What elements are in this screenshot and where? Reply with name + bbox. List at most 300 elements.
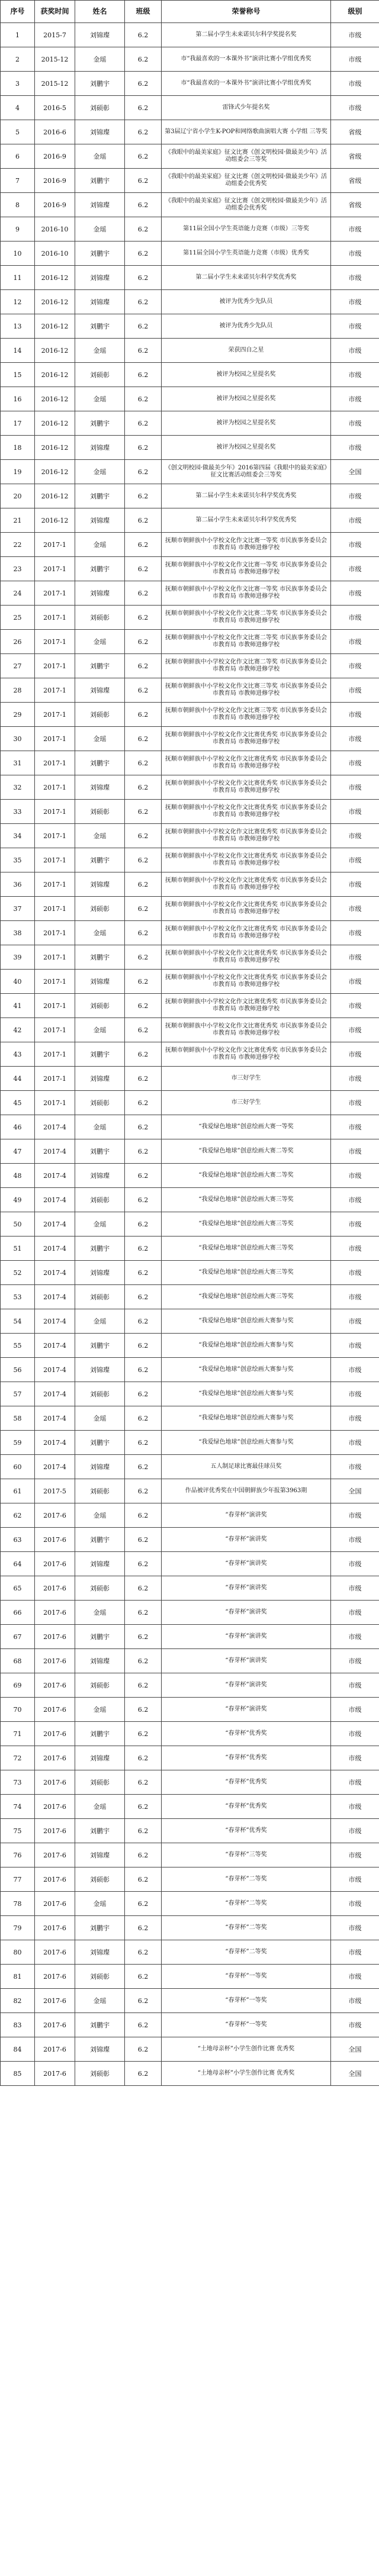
table-row: [1, 144, 379, 169]
cell-level: 市级: [331, 1237, 379, 1261]
cell-number: 82: [1, 1989, 35, 2013]
cell-honor: “土地母亲杯”小学生创作比赛 优秀奖: [162, 2037, 331, 2062]
cell-honor: “我爱绿色地球”创意绘画大赛三等奖: [162, 1261, 331, 1285]
cell-class: 6.2: [125, 290, 162, 314]
cell-name: 金瑶: [75, 1503, 125, 1528]
cell-name: 刘鹏宇: [75, 1431, 125, 1455]
cell-level: 市级: [331, 72, 379, 96]
cell-name: 金瑶: [75, 1018, 125, 1042]
cell-number: 62: [1, 1503, 35, 1528]
cell-award-time: 2016-5: [35, 96, 75, 120]
cell-award-time: 2016-12: [35, 290, 75, 314]
cell-honor: 抚顺市朝鲜族中小学校文化作文比赛一等奖 市民族事务委员会 市教育局 市教师进修学校: [162, 533, 331, 557]
cell-honor: “春芽杯”优秀奖: [162, 1746, 331, 1770]
cell-level: 市级: [331, 1698, 379, 1722]
cell-honor: “我爱绿色地球”创意绘画大赛三等奖: [162, 1188, 331, 1212]
cell-number: 36: [1, 872, 35, 897]
table-row: [1, 1503, 379, 1528]
cell-number: 39: [1, 945, 35, 970]
cell-class: 6.2: [125, 314, 162, 339]
cell-award-time: 2017-1: [35, 824, 75, 848]
table-row: [1, 193, 379, 217]
cell-class: 6.2: [125, 1479, 162, 1503]
cell-level: 市级: [331, 1746, 379, 1770]
cell-honor: “春芽杯”优秀奖: [162, 1795, 331, 1819]
cell-level: 市级: [331, 1722, 379, 1746]
cell-number: 74: [1, 1795, 35, 1819]
cell-class: 6.2: [125, 581, 162, 606]
cell-name: 刘硕彰: [75, 363, 125, 387]
table-row: [1, 2013, 379, 2037]
cell-honor: “春芽杯”二等奖: [162, 1867, 331, 1892]
table-row: [1, 508, 379, 533]
cell-number: 4: [1, 96, 35, 120]
table-row: [1, 460, 379, 484]
cell-honor: 被评为校园之星提名奖: [162, 411, 331, 436]
cell-level: 市级: [331, 703, 379, 727]
cell-name: 刘硕彰: [75, 1382, 125, 1406]
cell-honor: “我爱绿色地球”创意绘画大赛参与奖: [162, 1406, 331, 1431]
cell-honor: 抚顺市朝鲜族中小学校文化作文比赛三等奖 市民族事务委员会 市教育局 市教师进修学校: [162, 678, 331, 703]
cell-class: 6.2: [125, 654, 162, 678]
cell-honor: 被评为校园之星提名奖: [162, 363, 331, 387]
cell-award-time: 2017-1: [35, 1067, 75, 1091]
table-row: [1, 1261, 379, 1285]
cell-number: 67: [1, 1625, 35, 1649]
cell-number: 79: [1, 1916, 35, 1940]
cell-award-time: 2017-4: [35, 1285, 75, 1309]
cell-level: 市级: [331, 1576, 379, 1601]
cell-honor: “春芽杯”二等奖: [162, 1916, 331, 1940]
table-row: [1, 630, 379, 654]
cell-honor: 抚顺市朝鲜族中小学校文化作文比赛优秀奖 市民族事务委员会 市教育局 市教师进修学校: [162, 1018, 331, 1042]
cell-award-time: 2017-6: [35, 1673, 75, 1698]
table-row: [1, 800, 379, 824]
cell-level: 市级: [331, 387, 379, 411]
cell-award-time: 2017-5: [35, 1479, 75, 1503]
cell-class: 6.2: [125, 1576, 162, 1601]
cell-award-time: 2017-1: [35, 533, 75, 557]
table-row: [1, 678, 379, 703]
cell-class: 6.2: [125, 775, 162, 800]
table-row: [1, 484, 379, 508]
cell-award-time: 2017-4: [35, 1358, 75, 1382]
table-row: [1, 1431, 379, 1455]
table-row: [1, 1576, 379, 1601]
cell-class: 6.2: [125, 1188, 162, 1212]
cell-level: 市级: [331, 970, 379, 994]
cell-name: 刘鹏宇: [75, 1916, 125, 1940]
table-row: [1, 1188, 379, 1212]
cell-level: 市级: [331, 1212, 379, 1237]
cell-honor: 《我眼中的最美家庭》征文比赛《创文明校园·做最美少年》活动组委会优秀奖: [162, 193, 331, 217]
cell-level: 市级: [331, 1067, 379, 1091]
cell-award-time: 2016-12: [35, 436, 75, 460]
cell-level: 市级: [331, 945, 379, 970]
cell-level: 市级: [331, 1139, 379, 1164]
cell-level: 市级: [331, 1625, 379, 1649]
cell-name: 刘鹏宇: [75, 945, 125, 970]
cell-award-time: 2017-1: [35, 727, 75, 751]
cell-honor: “春芽杯”一等奖: [162, 2013, 331, 2037]
table-row: [1, 1770, 379, 1795]
cell-honor: 抚顺市朝鲜族中小学校文化作文比赛优秀奖 市民族事务委员会 市教育局 市教师进修学校: [162, 751, 331, 775]
cell-level: 市级: [331, 727, 379, 751]
cell-class: 6.2: [125, 1237, 162, 1261]
cell-name: 刘锦璨: [75, 1455, 125, 1479]
cell-number: 37: [1, 897, 35, 921]
cell-honor: “春芽杯”一等奖: [162, 1965, 331, 1989]
cell-number: 52: [1, 1261, 35, 1285]
cell-honor: 抚顺市朝鲜族中小学校文化作文比赛优秀奖 市民族事务委员会 市教育局 市教师进修学校: [162, 994, 331, 1018]
cell-award-time: 2017-6: [35, 1770, 75, 1795]
cell-number: 53: [1, 1285, 35, 1309]
table-row: [1, 2037, 379, 2062]
cell-number: 22: [1, 533, 35, 557]
table-row: [1, 1406, 379, 1431]
cell-name: 刘硕彰: [75, 1673, 125, 1698]
cell-class: 6.2: [125, 1358, 162, 1382]
cell-level: 市级: [331, 1358, 379, 1382]
cell-class: 6.2: [125, 1406, 162, 1431]
cell-honor: “春芽杯”演讲奖: [162, 1673, 331, 1698]
cell-level: 市级: [331, 678, 379, 703]
cell-level: 市级: [331, 581, 379, 606]
cell-number: 17: [1, 411, 35, 436]
cell-class: 6.2: [125, 1843, 162, 1867]
table-row: [1, 1237, 379, 1261]
cell-level: 全国: [331, 2062, 379, 2086]
cell-award-time: 2016-12: [35, 460, 75, 484]
cell-name: 金瑶: [75, 1698, 125, 1722]
cell-honor: 市三好学生: [162, 1091, 331, 1115]
cell-number: 60: [1, 1455, 35, 1479]
cell-class: 6.2: [125, 339, 162, 363]
cell-level: 市级: [331, 508, 379, 533]
cell-honor: “我爱绿色地球”创意绘画大赛参与奖: [162, 1382, 331, 1406]
cell-class: 6.2: [125, 1503, 162, 1528]
cell-name: 刘锦璨: [75, 193, 125, 217]
cell-number: 28: [1, 678, 35, 703]
cell-name: 金瑶: [75, 1212, 125, 1237]
cell-award-time: 2017-1: [35, 581, 75, 606]
cell-name: 刘硕彰: [75, 800, 125, 824]
cell-honor: 抚顺市朝鲜族中小学校文化作文比赛二等奖 市民族事务委员会 市教育局 市教师进修学校: [162, 630, 331, 654]
cell-award-time: 2017-6: [35, 1601, 75, 1625]
cell-class: 6.2: [125, 800, 162, 824]
cell-name: 金瑶: [75, 1892, 125, 1916]
cell-level: 市级: [331, 1795, 379, 1819]
cell-name: 金瑶: [75, 1795, 125, 1819]
cell-award-time: 2017-6: [35, 1552, 75, 1576]
cell-number: 70: [1, 1698, 35, 1722]
cell-award-time: 2017-1: [35, 994, 75, 1018]
cell-number: 64: [1, 1552, 35, 1576]
cell-level: 市级: [331, 1673, 379, 1698]
table-row: [1, 363, 379, 387]
cell-level: 市级: [331, 872, 379, 897]
cell-number: 38: [1, 921, 35, 945]
cell-number: 16: [1, 387, 35, 411]
cell-class: 6.2: [125, 1601, 162, 1625]
cell-honor: “春芽杯”优秀奖: [162, 1722, 331, 1746]
table-row: [1, 1455, 379, 1479]
cell-class: 6.2: [125, 266, 162, 290]
cell-award-time: 2017-4: [35, 1406, 75, 1431]
cell-number: 78: [1, 1892, 35, 1916]
cell-name: 刘锦璨: [75, 1649, 125, 1673]
cell-level: 市级: [331, 1261, 379, 1285]
header-honor: 荣誉称号: [162, 1, 331, 23]
cell-honor: “春芽杯”二等奖: [162, 1940, 331, 1965]
cell-award-time: 2016-12: [35, 387, 75, 411]
cell-class: 6.2: [125, 1528, 162, 1552]
cell-level: 市级: [331, 290, 379, 314]
cell-award-time: 2017-6: [35, 1867, 75, 1892]
cell-level: 市级: [331, 242, 379, 266]
cell-class: 6.2: [125, 1795, 162, 1819]
cell-award-time: 2016-6: [35, 120, 75, 144]
cell-honor: 抚顺市朝鲜族中小学校文化作文比赛优秀奖 市民族事务委员会 市教育局 市教师进修学校: [162, 1042, 331, 1067]
cell-name: 刘硕彰: [75, 1285, 125, 1309]
cell-number: 31: [1, 751, 35, 775]
cell-name: 金瑶: [75, 217, 125, 242]
cell-honor: 抚顺市朝鲜族中小学校文化作文比赛优秀奖 市民族事务委员会 市教育局 市教师进修学校: [162, 800, 331, 824]
cell-name: 金瑶: [75, 533, 125, 557]
cell-number: 55: [1, 1334, 35, 1358]
cell-level: 市级: [331, 363, 379, 387]
cell-honor: “我爱绿色地球”创意绘画大赛一等奖: [162, 1115, 331, 1139]
cell-number: 25: [1, 606, 35, 630]
cell-class: 6.2: [125, 96, 162, 120]
cell-name: 刘鹏宇: [75, 484, 125, 508]
cell-honor: “春芽杯”演讲奖: [162, 1528, 331, 1552]
cell-number: 13: [1, 314, 35, 339]
cell-number: 61: [1, 1479, 35, 1503]
cell-name: 金瑶: [75, 460, 125, 484]
cell-number: 83: [1, 2013, 35, 2037]
cell-number: 45: [1, 1091, 35, 1115]
cell-class: 6.2: [125, 1722, 162, 1746]
cell-class: 6.2: [125, 363, 162, 387]
cell-class: 6.2: [125, 1285, 162, 1309]
table-row: [1, 1746, 379, 1770]
cell-honor: “我爱绿色地球”创意绘画大赛三等奖: [162, 1212, 331, 1237]
cell-name: 刘鹏宇: [75, 848, 125, 872]
cell-award-time: 2017-4: [35, 1188, 75, 1212]
cell-number: 14: [1, 339, 35, 363]
table-row: [1, 1285, 379, 1309]
cell-award-time: 2017-6: [35, 2037, 75, 2062]
cell-award-time: 2017-4: [35, 1431, 75, 1455]
cell-level: 市级: [331, 1382, 379, 1406]
cell-class: 6.2: [125, 1673, 162, 1698]
cell-award-time: 2017-6: [35, 1746, 75, 1770]
table-row: [1, 1698, 379, 1722]
table-row: [1, 1892, 379, 1916]
cell-level: 市级: [331, 217, 379, 242]
cell-name: 金瑶: [75, 824, 125, 848]
cell-honor: “我爱绿色地球”创意绘画大赛三等奖: [162, 1285, 331, 1309]
table-row: [1, 775, 379, 800]
cell-award-time: 2017-6: [35, 1819, 75, 1843]
cell-award-time: 2017-6: [35, 1649, 75, 1673]
cell-name: 刘锦璨: [75, 1940, 125, 1965]
cell-award-time: 2016-9: [35, 169, 75, 193]
table-row: [1, 994, 379, 1018]
cell-name: 刘鹏宇: [75, 557, 125, 581]
cell-award-time: 2017-6: [35, 1843, 75, 1867]
cell-class: 6.2: [125, 1940, 162, 1965]
cell-level: 市级: [331, 897, 379, 921]
cell-honor: 被评为优秀少先队员: [162, 314, 331, 339]
cell-award-time: 2015-12: [35, 47, 75, 72]
cell-name: 刘锦璨: [75, 2037, 125, 2062]
cell-class: 6.2: [125, 508, 162, 533]
cell-name: 刘硕彰: [75, 1965, 125, 1989]
cell-class: 6.2: [125, 1746, 162, 1770]
table-row: [1, 1625, 379, 1649]
table-row: [1, 1139, 379, 1164]
cell-number: 80: [1, 1940, 35, 1965]
cell-award-time: 2017-4: [35, 1261, 75, 1285]
cell-level: 市级: [331, 1018, 379, 1042]
cell-number: 9: [1, 217, 35, 242]
cell-name: 刘锦璨: [75, 120, 125, 144]
table-row: [1, 1916, 379, 1940]
table-row: [1, 242, 379, 266]
cell-award-time: 2017-1: [35, 1091, 75, 1115]
cell-award-time: 2017-6: [35, 2013, 75, 2037]
cell-number: 84: [1, 2037, 35, 2062]
cell-name: 刘硕彰: [75, 1770, 125, 1795]
cell-award-time: 2017-4: [35, 1455, 75, 1479]
cell-number: 71: [1, 1722, 35, 1746]
cell-award-time: 2015-12: [35, 72, 75, 96]
cell-name: 刘鹏宇: [75, 1625, 125, 1649]
cell-name: 刘鹏宇: [75, 411, 125, 436]
cell-class: 6.2: [125, 1139, 162, 1164]
cell-class: 6.2: [125, 1164, 162, 1188]
cell-number: 54: [1, 1309, 35, 1334]
cell-number: 30: [1, 727, 35, 751]
table-row: [1, 970, 379, 994]
cell-honor: 抚顺市朝鲜族中小学校文化作文比赛优秀奖 市民族事务委员会 市教育局 市教师进修学校: [162, 970, 331, 994]
cell-level: 市级: [331, 557, 379, 581]
cell-class: 6.2: [125, 1212, 162, 1237]
cell-class: 6.2: [125, 2013, 162, 2037]
table-row: [1, 1940, 379, 1965]
cell-class: 6.2: [125, 897, 162, 921]
cell-honor: 第3届辽宁省小学生K-POP和网络歌曲演唱大赛 小学组 三等奖: [162, 120, 331, 144]
cell-level: 市级: [331, 1819, 379, 1843]
cell-number: 57: [1, 1382, 35, 1406]
cell-level: 市级: [331, 1965, 379, 1989]
cell-award-time: 2017-1: [35, 606, 75, 630]
cell-honor: “我爱绿色地球”创意绘画大赛参与奖: [162, 1358, 331, 1382]
table-row: [1, 921, 379, 945]
cell-number: 15: [1, 363, 35, 387]
cell-name: 金瑶: [75, 1601, 125, 1625]
cell-number: 8: [1, 193, 35, 217]
cell-class: 6.2: [125, 1819, 162, 1843]
cell-class: 6.2: [125, 921, 162, 945]
cell-number: 76: [1, 1843, 35, 1867]
table-row: [1, 1867, 379, 1892]
cell-honor: 抚顺市朝鲜族中小学校文化作文比赛二等奖 市民族事务委员会 市教育局 市教师进修学校: [162, 606, 331, 630]
header-award-time: 获奖时间: [35, 1, 75, 23]
cell-award-time: 2017-6: [35, 1503, 75, 1528]
header-class: 班级: [125, 1, 162, 23]
cell-number: 42: [1, 1018, 35, 1042]
cell-class: 6.2: [125, 193, 162, 217]
cell-honor: 抚顺市朝鲜族中小学校文化作文比赛二等奖 市民族事务委员会 市教育局 市教师进修学校: [162, 654, 331, 678]
cell-honor: 市“我最喜欢的一本课外书”演讲比赛小学组优秀奖: [162, 47, 331, 72]
award-rows: [1, 23, 379, 2086]
cell-number: 69: [1, 1673, 35, 1698]
cell-number: 1: [1, 23, 35, 47]
cell-number: 26: [1, 630, 35, 654]
cell-name: 刘鹏宇: [75, 1528, 125, 1552]
cell-level: 市级: [331, 1552, 379, 1576]
cell-level: 市级: [331, 1528, 379, 1552]
cell-award-time: 2017-6: [35, 1989, 75, 2013]
cell-number: 68: [1, 1649, 35, 1673]
cell-number: 7: [1, 169, 35, 193]
cell-name: 刘锦璨: [75, 266, 125, 290]
cell-level: 市级: [331, 96, 379, 120]
cell-award-time: 2017-6: [35, 1625, 75, 1649]
cell-award-time: 2017-6: [35, 2062, 75, 2086]
cell-level: 市级: [331, 921, 379, 945]
header-level: 级别: [331, 1, 379, 23]
cell-award-time: 2017-1: [35, 800, 75, 824]
table-row: [1, 581, 379, 606]
cell-name: 刘锦璨: [75, 581, 125, 606]
cell-honor: “春芽杯”演讲奖: [162, 1576, 331, 1601]
cell-name: 金瑶: [75, 1309, 125, 1334]
cell-level: 市级: [331, 1601, 379, 1625]
cell-honor: 第二届小学生未来诺贝尔科学奖优秀奖: [162, 484, 331, 508]
cell-name: 刘锦璨: [75, 1261, 125, 1285]
cell-name: 刘锦璨: [75, 436, 125, 460]
cell-name: 刘硕彰: [75, 1867, 125, 1892]
cell-level: 市级: [331, 1649, 379, 1673]
cell-award-time: 2017-1: [35, 775, 75, 800]
cell-number: 51: [1, 1237, 35, 1261]
cell-award-time: 2017-4: [35, 1139, 75, 1164]
cell-number: 20: [1, 484, 35, 508]
cell-level: 市级: [331, 1164, 379, 1188]
cell-number: 75: [1, 1819, 35, 1843]
cell-honor: 市三好学生: [162, 1067, 331, 1091]
cell-award-time: 2017-1: [35, 897, 75, 921]
cell-honor: 被评为校园之星提名奖: [162, 387, 331, 411]
cell-honor: “春芽杯”演讲奖: [162, 1601, 331, 1625]
cell-level: 市级: [331, 436, 379, 460]
cell-level: 省级: [331, 120, 379, 144]
cell-class: 6.2: [125, 436, 162, 460]
cell-number: 65: [1, 1576, 35, 1601]
cell-award-time: 2017-1: [35, 1042, 75, 1067]
header-number: 序号: [1, 1, 35, 23]
cell-honor: 抚顺市朝鲜族中小学校文化作文比赛优秀奖 市民族事务委员会 市教育局 市教师进修学校: [162, 897, 331, 921]
header-row: [1, 1, 379, 23]
cell-level: 市级: [331, 1431, 379, 1455]
cell-number: 34: [1, 824, 35, 848]
cell-award-time: 2017-4: [35, 1334, 75, 1358]
table-row: [1, 1212, 379, 1237]
